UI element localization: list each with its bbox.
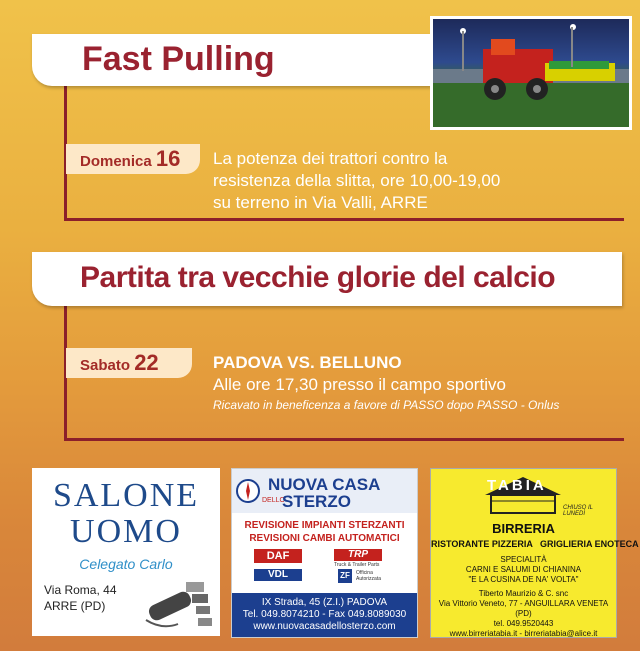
- tabia-owner: Tiberto Maurizio & C. snc: [478, 589, 569, 598]
- tabia-address: Via Vittorio Veneto, 77 - ANGUILLARA VENETA (PD): [438, 599, 609, 618]
- event2-day-number: 22: [134, 350, 159, 375]
- event1-description: [213, 148, 500, 214]
- salone-title-line2: UOMO: [70, 513, 182, 550]
- tabia-specialty: SPECIALITÀ: [500, 555, 547, 564]
- frame-line: [64, 218, 624, 221]
- ad-birreria-tabia: [430, 468, 639, 638]
- event1-title: Fast Pulling: [82, 40, 275, 78]
- ad-nuova-casa-sterzo: [231, 468, 418, 638]
- trp-logo-sub: Truck & Trailer Parts: [334, 562, 380, 568]
- event1-day-label: Domenica: [80, 153, 152, 170]
- trp-logo: TRP: [334, 549, 382, 561]
- tabia-services: RISTORANTE PIZZERIA GRIGLIERIA ENOTECA: [431, 539, 639, 549]
- event2-headline: PADOVA VS. BELLUNO: [213, 353, 402, 372]
- event1-line: su terreno in Via Valli, ARRE: [213, 193, 428, 212]
- frame-line: [64, 438, 624, 441]
- tabia-web: www.birreriatabia.it - birreriatabia@alice.it: [449, 629, 598, 638]
- sterzo-brand-line2: STERZO: [282, 492, 351, 511]
- zf-logo-sub: Officina Autorizzata: [356, 570, 382, 582]
- salone-address-city: ARRE (PD): [44, 599, 106, 613]
- tabia-closed-note: CHIUSO IL LUNEDÌ: [563, 505, 593, 517]
- event2-note: Ricavato in beneficenza a favore di PASSO dopo PASSO - Onlus: [213, 398, 560, 412]
- event2-banner: [32, 252, 622, 306]
- vdl-logo: VDL: [254, 569, 302, 581]
- tabia-phone: tel. 049.9520443: [493, 619, 554, 628]
- event2-title: Partita tra vecchie glorie del calcio: [80, 261, 556, 294]
- hair-clipper-icon: [142, 576, 216, 632]
- sterzo-address: IX Strada, 45 (Z.I.) PADOVA: [261, 597, 388, 608]
- event1-line: resistenza della slitta, ore 10,00-19,00: [213, 171, 501, 190]
- salone-title-line1: SALONE: [52, 477, 200, 514]
- event1-line: La potenza dei trattori contro la: [213, 149, 448, 168]
- event2-day-label: Sabato: [80, 357, 131, 374]
- tabia-type: BIRRERIA: [492, 521, 555, 536]
- event1-banner: [32, 34, 452, 86]
- ad-salone-uomo: [32, 468, 220, 636]
- sterzo-website: www.nuovacasadellosterzo.com: [253, 621, 396, 632]
- sterzo-service: REVISIONI CAMBI AUTOMATICI: [249, 533, 400, 544]
- event1-day-number: 16: [155, 146, 181, 171]
- tabia-brand: TABIA: [487, 477, 547, 494]
- event2-description: [213, 352, 559, 414]
- event2-line: Alle ore 17,30 presso il campo sportivo: [213, 375, 506, 394]
- sterzo-brand-small: DELLO: [262, 497, 285, 504]
- tabia-specialty: "E LA CUSINA DE NA' VOLTA": [468, 575, 579, 584]
- salone-address-street: Via Roma, 44: [44, 583, 117, 597]
- event1-date-tag: [66, 144, 200, 174]
- daf-logo: DAF: [254, 549, 302, 563]
- tabia-specialty: CARNI E SALUMI DI CHIANINA: [465, 565, 582, 574]
- compass-logo-icon: [236, 479, 260, 503]
- tractor-photo: [430, 16, 632, 130]
- salone-owner: Celegato Carlo: [79, 556, 173, 572]
- zf-logo: ZF: [338, 569, 352, 583]
- sterzo-service: REVISIONE IMPIANTI STERZANTI: [244, 520, 405, 531]
- sterzo-phone: Tel. 049.8074210 - Fax 049.8089030: [242, 609, 407, 620]
- event2-date-tag: [66, 348, 192, 378]
- sterzo-brand-line1: NUOVA CASA: [268, 475, 381, 494]
